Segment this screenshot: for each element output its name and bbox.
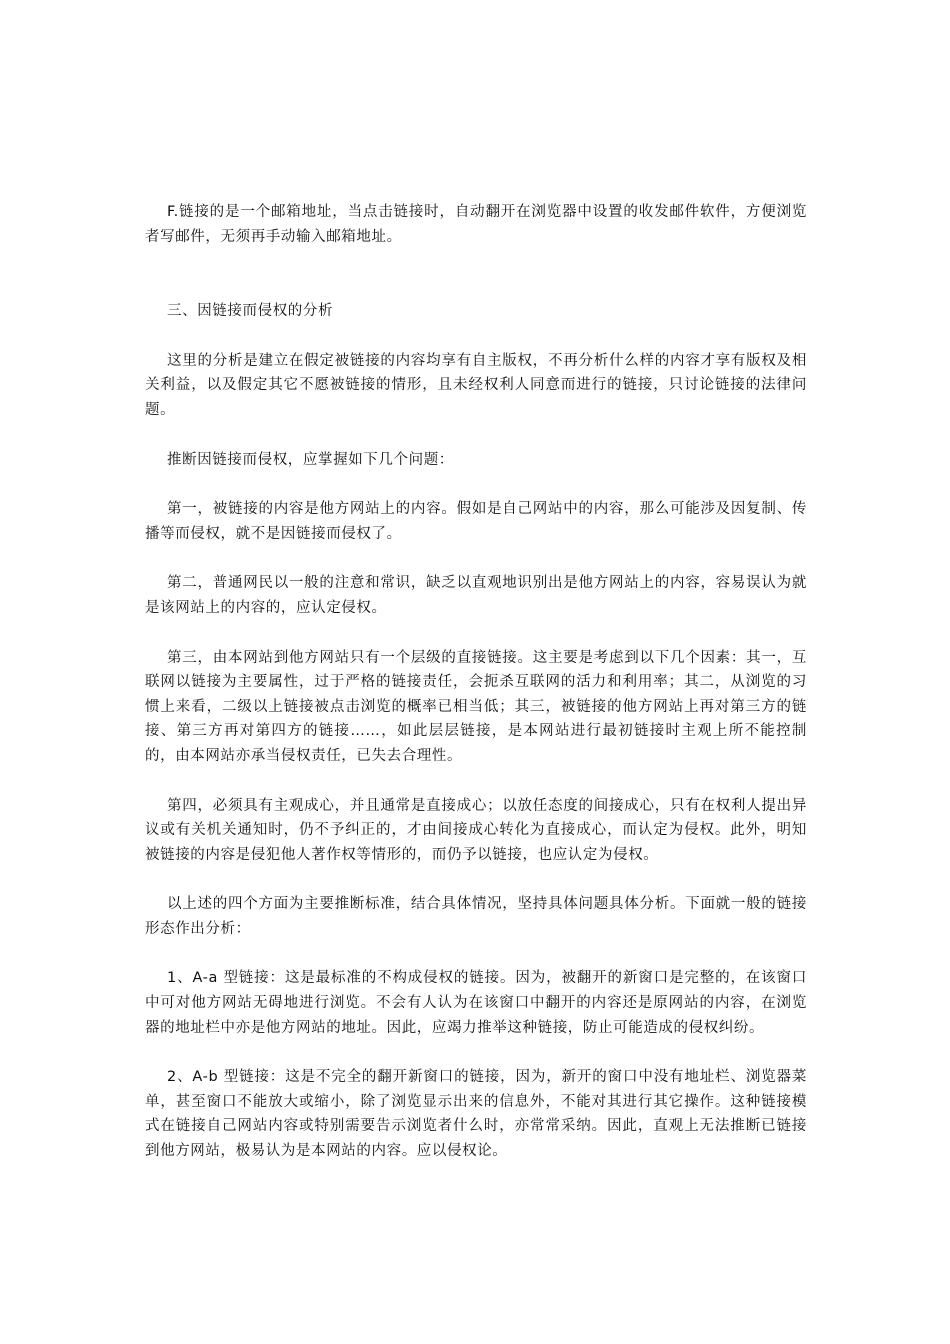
paragraph-criterion-2: 第二，普通网民以一般的注意和常识，缺乏以直观地识别出是他方网站上的内容，容易误认为就是该网站上的内容的，应认定侵权。 <box>145 575 807 616</box>
paragraph-criterion-1: 第一，被链接的内容是他方网站上的内容。假如是自己网站中的内容，那么可能涉及因复制、传播等而侵权，就不是因链接而侵权了。 <box>145 501 807 542</box>
paragraph-type-aa: 1、A-a 型链接：这是最标准的不构成侵权的链接。因为，被翻开的新窗口是完整的，在该窗口中可对他方网站无碍地进行浏览。不会有人认为在该窗口中翻开的内容还是原网站的内容，在浏览器的地址栏中亦是他方网站的地址。因此，应竭力推举这种链接，防止可能造成的侵权纠纷。 <box>145 970 807 1036</box>
paragraph-criteria-intro: 推断因链接而侵权，应掌握如下几个问题： <box>167 451 454 468</box>
paragraph-type-ab: 2、A-b 型链接：这是不完全的翻开新窗口的链接，因为，新开的窗口中没有地址栏、浏览器菜单，甚至窗口不能放大或缩小，除了浏览显示出来的信息外，不能对其进行其它操作。这种链接模式在链接自己网站内容或特别需要告示浏览者什么时，亦常常采纳。因此，直观上无法推断已链接到他方网站，极易认为是本网站的内容。应以侵权论。 <box>145 1069 807 1160</box>
document-page <box>145 200 807 1189</box>
paragraph-summary: 以上述的四个方面为主要推断标准，结合具体情况，坚持具体问题具体分析。下面就一般的链接形态作出分析： <box>145 896 807 937</box>
paragraph-criterion-4: 第四，必须具有主观成心，并且通常是直接成心；以放任态度的间接成心，只有在权利人提出异议或有关机关通知时，仍不予纠正的，才由间接成心转化为直接成心，而认定为侵权。此外，明知被链接的内容是侵犯他人著作权等情形的，而仍予以链接，也应认定为侵权。 <box>145 797 807 863</box>
section-heading: 三、因链接而侵权的分析 <box>167 303 334 320</box>
paragraph-criterion-3: 第三，由本网站到他方网站只有一个层级的直接链接。这主要是考虑到以下几个因素：其一，互联网以链接为主要属性，过于严格的链接责任，会扼杀互联网的活力和利用率；其二，从浏览的习惯上来看，二级以上链接被点击浏览的概率已相当低；其三，被链接的他方网站上再对第三方的链接、第三方再对第四方的链接……，如此层层链接，是本网站进行最初链接时主观上所不能控制的，由本网站亦承当侵权责任，已失去合理性。 <box>145 649 807 764</box>
paragraph-premise: 这里的分析是建立在假定被链接的内容均享有自主版权，不再分析什么样的内容才享有版权及相关利益，以及假定其它不愿被链接的情形，且未经权利人同意而进行的链接，只讨论链接的法律问题。 <box>145 352 807 418</box>
paragraph-email-link: F.链接的是一个邮箱地址，当点击链接时，自动翻开在浏览器中设置的收发邮件软件，方便浏览者写邮件，无须再手动输入邮箱地址。 <box>145 204 807 245</box>
